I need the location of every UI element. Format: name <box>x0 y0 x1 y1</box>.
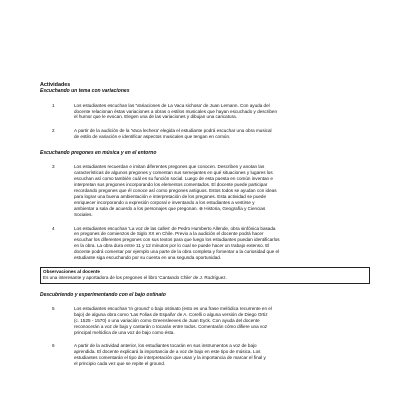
activity-text <box>64 103 370 121</box>
activity-number: 2 <box>52 128 55 134</box>
activity-line: estudiantes comentarán el tipo de interpretación que usan y la importancia de marcar el final y <box>74 355 266 361</box>
activity-item <box>40 128 370 140</box>
activity-line: Los estudiantes escuchan 'In ground' o bajo ostinato (esto es una frase melódica recurrente en el <box>74 305 272 311</box>
activity-line: en pregones de comienzos de Siglo XX en Chile. Previo a la audición el docente podrá hacer <box>74 231 264 237</box>
activity-text <box>64 128 370 140</box>
activity-number: 5 <box>52 305 55 311</box>
activity-line: docente relacionan éstas variaciones a obras o estilos musicales que hayan escuchado y describen <box>74 108 278 114</box>
activity-line: A partir de la audición de la 'Vaca lechera' elegida el estudiante podrá escuchar una obra musical <box>74 128 272 134</box>
activity-text <box>64 164 370 217</box>
observation-line: Es una interesante y aportadora de los pregones el libro 'Cantando Chile' de J. Rodríguez. <box>43 274 227 280</box>
activity-line: bajo) de alguna obra como 'Las Folias de España' de A. Corelli o alguna versión de Diego Ortiz <box>74 311 268 317</box>
activity-line: aprendida. El docente explicará la importancia de a voz de bajo en este tipo de música. Los <box>74 349 261 355</box>
activity-item <box>40 343 370 367</box>
activity-line: interpretan sus pregones incorporando los elementos comentados. El docente puede participar <box>74 182 268 188</box>
activity-number: 4 <box>52 225 55 231</box>
activity-text <box>64 226 370 261</box>
activity-line: de estilo de variación e identificar aspectos musicales que tengan en común. <box>74 134 231 140</box>
activity-line: Los estudiantes recuerdan e imitan diferentes pregones que conocen. Describen y anotan las <box>74 164 265 170</box>
activity-line: docente podrá comentar por ejemplo una parte de la obra completa y fomentar a la curiosidad que el <box>74 249 280 255</box>
activity-line: Sociales. <box>74 211 93 217</box>
activity-line: características de algunos pregones y comentan sus semejantes en qué situaciones y lugares los <box>74 170 273 176</box>
activity-line: en la obra. La obra dura entre 11 y 12 minutos por lo cual se puede hacer un trabajo extenso. El <box>74 243 270 249</box>
activity-line: el humor que le evocan. Elegen una de las variaciones y dibujan una caricatura. <box>74 114 237 120</box>
activity-text <box>64 306 370 336</box>
section-heading-variations: Escuchando un tema con variaciones <box>40 88 130 95</box>
page-title: Actividades <box>40 82 71 88</box>
teacher-observation-box <box>40 267 370 284</box>
activity-number: 1 <box>52 102 55 108</box>
activity-number: 3 <box>52 164 55 170</box>
activity-line: enriquecer incorporando a expresión corporal e inventando a los estudiantes a vestirse y <box>74 199 255 205</box>
activity-line: el principio cada vez que se repite el ground. <box>74 361 166 367</box>
activity-item <box>40 103 370 121</box>
observation-title: Observaciones al docente <box>43 268 100 274</box>
activity-line: A partir de la actividad anterior, los estudiantes tocarán en sus instrumentos a voz de bajo <box>74 343 257 349</box>
activity-line: escuchan así como también cuál es su función social. Luego de esta puesta en común inventan e <box>74 176 273 182</box>
activity-line: (c. 1525 - 1570) o una variación como Greensleeves de Juan Eyck. Con ayuda del docente <box>74 317 260 323</box>
activity-line: reconocerán a voz de bajo y cantarán o tocarán entre todos. Comentarán cómo difiere una voz <box>74 323 268 329</box>
section-heading-pregones: Escuchando pregones en música y en el entorno <box>40 150 157 157</box>
section-heading-ostinato: Descubriendo y experimentando con el bajo ostinato <box>40 291 166 298</box>
activity-line: principal melódica de una voz de bajo como ésta. <box>74 329 175 335</box>
activity-line: escuchar los diferentes pregones con sus textos para que luego los estudiantes puedan identificarlos <box>74 237 280 243</box>
activity-number: 6 <box>52 343 55 349</box>
activity-item <box>40 226 370 261</box>
activity-line: estudiante siga escuchando por su cuenta en una segunda oportunidad. <box>74 255 222 261</box>
activity-line: Los estudiantes escuchan 'La voz de las calles' de Pedro Humberto Allende, obra sinfónica basada <box>74 225 276 231</box>
activity-line: Los estudiantes escuchan las 'Variaciones de La Vaca sichosa' de Juan Lemann. Con ayuda del <box>74 102 270 108</box>
activity-line: para lograr una buena ambientación e interpretación de los pregones. Esta actividad se puede <box>74 193 267 199</box>
activity-line: ambientar a sala de acuerdo a los personajes que pregonan. ⊕ Historia, Geografía y Ciencias <box>74 205 266 211</box>
activity-item <box>40 164 370 217</box>
activity-item <box>40 306 370 336</box>
activity-line: recordando pregones que él conoce así como pregones antiguos. Estos todos se ayudan con ideas <box>74 187 277 193</box>
document-page <box>40 82 370 367</box>
activity-text <box>64 343 370 367</box>
